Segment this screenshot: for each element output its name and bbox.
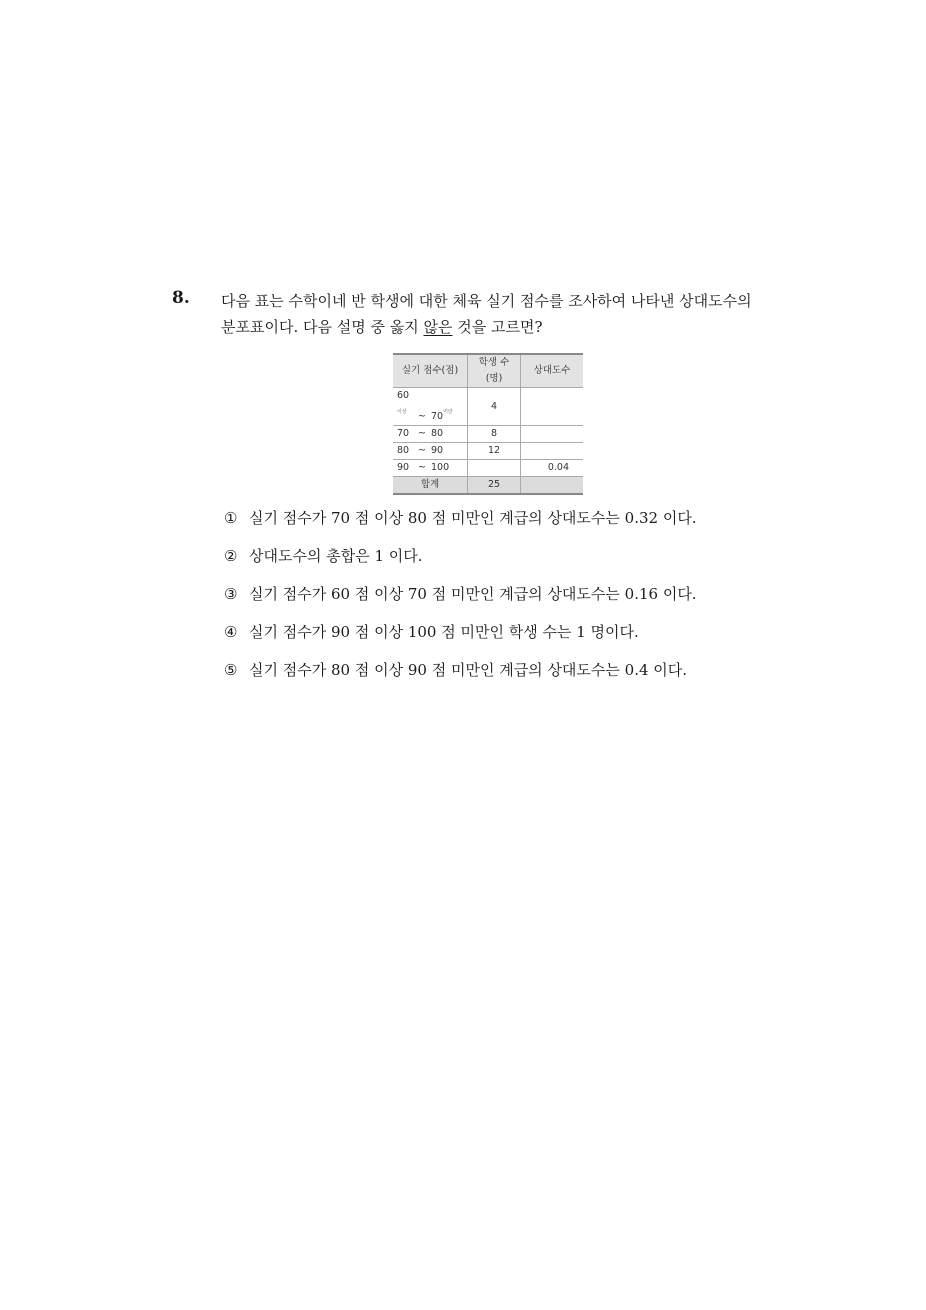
student-count-cell: 4 xyxy=(468,388,521,426)
choice-mark: ② xyxy=(224,547,238,565)
question-text-line2 xyxy=(221,314,781,340)
class-separator: ~ xyxy=(418,411,426,422)
relative-frequency-cell xyxy=(521,443,584,460)
class-upper: 90 xyxy=(431,445,444,456)
choice-mark: ④ xyxy=(224,623,238,641)
question-text-line2-before: 분포표이다. 다음 설명 중 옳지 xyxy=(221,318,424,336)
relative-frequency-cell: 0.04 xyxy=(521,460,584,477)
question-number: 8. xyxy=(172,288,190,308)
class-separator: ~ xyxy=(418,445,426,456)
class-lower-sup: 이상 xyxy=(397,409,407,415)
class-interval xyxy=(393,426,468,443)
question-text-line1: 다음 표는 수학이네 반 학생에 대한 체육 실기 점수를 조사하여 나타낸 상대도수의 xyxy=(221,292,752,310)
question-text xyxy=(221,288,781,340)
header-student-count: 학생 수(명) xyxy=(468,354,521,388)
class-upper-sup: 미만 xyxy=(443,409,453,415)
table-row xyxy=(393,443,583,460)
choice-3[interactable] xyxy=(224,581,697,619)
choice-text: 실기 점수가 90 점 이상 100 점 미만인 학생 수는 1 명이다. xyxy=(249,623,639,641)
student-count-cell: 12 xyxy=(468,443,521,460)
choice-text: 실기 점수가 80 점 이상 90 점 미만인 계급의 상대도수는 0.4 이다. xyxy=(249,661,688,679)
class-interval xyxy=(393,443,468,460)
choice-mark: ⑤ xyxy=(224,661,238,679)
class-separator: ~ xyxy=(418,428,426,439)
frequency-table-wrapper xyxy=(393,353,583,495)
relative-frequency-table xyxy=(393,353,583,495)
class-lower: 70 xyxy=(397,428,410,439)
answer-choices xyxy=(224,505,697,695)
header-relative-frequency: 상대도수 xyxy=(521,354,584,388)
choice-mark: ③ xyxy=(224,585,238,603)
student-count-cell xyxy=(468,460,521,477)
table-header-row xyxy=(393,354,583,388)
table-total-row xyxy=(393,477,583,495)
choice-text: 상대도수의 총합은 1 이다. xyxy=(249,547,423,565)
relative-frequency-cell xyxy=(521,426,584,443)
class-interval xyxy=(393,460,468,477)
choice-4[interactable] xyxy=(224,619,697,657)
class-interval xyxy=(393,388,468,426)
question-text-line2-after: 것을 고르면? xyxy=(452,318,543,336)
choice-text: 실기 점수가 60 점 이상 70 점 미만인 계급의 상대도수는 0.16 이다. xyxy=(249,585,697,603)
class-lower: 80 xyxy=(397,445,410,456)
class-upper: 100 xyxy=(431,462,450,473)
question-text-underlined: 않은 xyxy=(423,318,453,336)
choice-2[interactable] xyxy=(224,543,697,581)
choice-mark: ① xyxy=(224,509,238,527)
header-score: 실기 점수(점) xyxy=(393,354,468,388)
choice-1[interactable] xyxy=(224,505,697,543)
total-relative-frequency xyxy=(521,477,584,495)
class-separator: ~ xyxy=(418,462,426,473)
choice-text: 실기 점수가 70 점 이상 80 점 미만인 계급의 상대도수는 0.32 이다. xyxy=(249,509,697,527)
table-row xyxy=(393,460,583,477)
total-label: 합계 xyxy=(393,477,468,495)
choice-5[interactable] xyxy=(224,657,697,695)
table-row xyxy=(393,388,583,426)
table-row xyxy=(393,426,583,443)
student-count-cell: 8 xyxy=(468,426,521,443)
relative-frequency-cell xyxy=(521,388,584,426)
total-count: 25 xyxy=(468,477,521,495)
class-upper: 80 xyxy=(431,428,444,439)
class-lower: 60 xyxy=(397,390,410,401)
class-upper: 70 xyxy=(431,411,444,422)
class-lower: 90 xyxy=(397,462,410,473)
